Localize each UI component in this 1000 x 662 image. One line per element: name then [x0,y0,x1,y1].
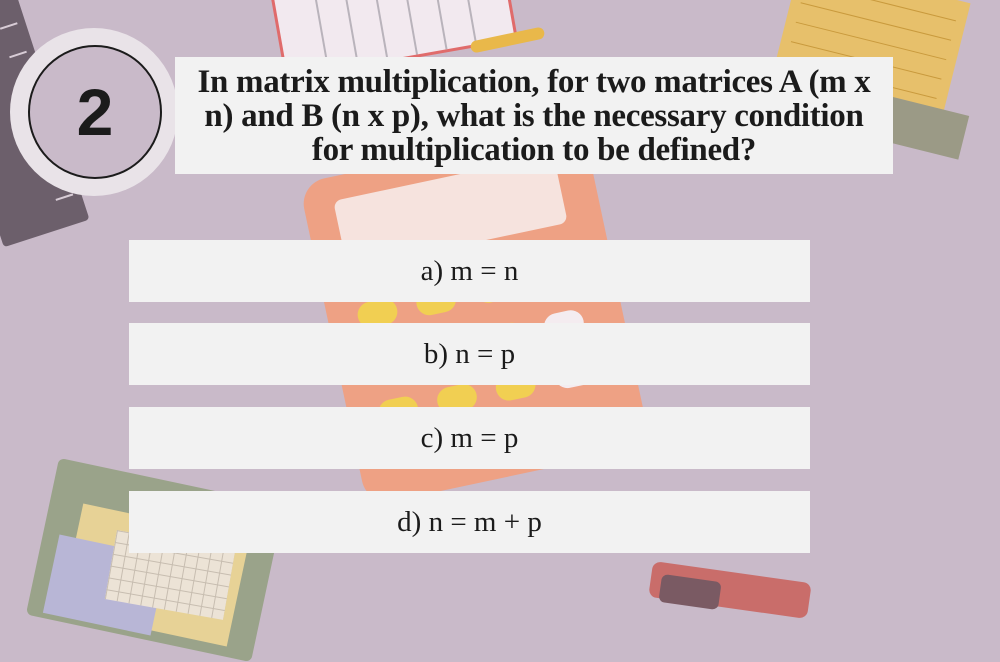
option-label: a) m = n [420,254,519,287]
answer-option-d[interactable] [129,491,810,553]
answer-option-a[interactable] [129,240,810,302]
question-number-badge [28,45,162,179]
question-number: 2 [76,75,114,149]
option-label: d) n = m + p [397,505,542,538]
option-label: c) m = p [420,421,519,454]
question-card [175,57,893,174]
option-label: b) n = p [423,337,516,370]
answer-option-c[interactable] [129,407,810,469]
question-text: In matrix multiplication, for two matrices A (m x n) and B (n x p), what is the necessary condition for multiplication to be defined? [197,63,871,168]
answer-option-b[interactable] [129,323,810,385]
